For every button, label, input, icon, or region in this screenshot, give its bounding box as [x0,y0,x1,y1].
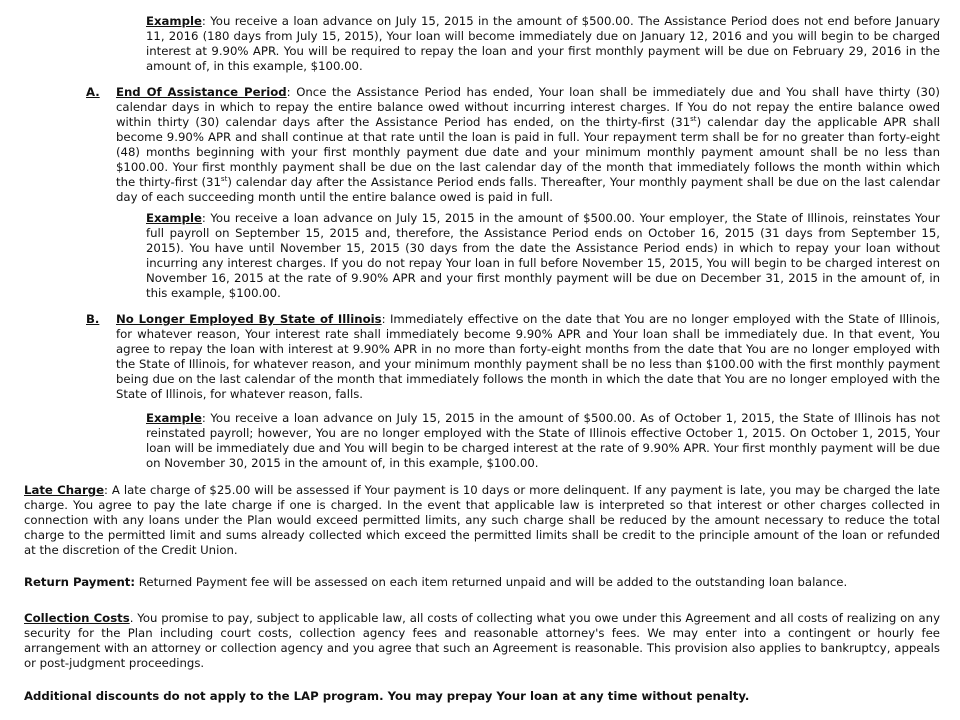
example-intro-paragraph [146,14,940,74]
example-b-text: You receive a loan advance on July 15, 2015 in the amount of $500.00. As of October 1, 2015, the State of Illinois has not reinstated payroll; however, You are no longer employed with the State of Illinois effective October 1, 2015. On October 1, 2015, Your loan will be immediately due and You will begin to be charged interest at the rate of 9.90% APR. Your first monthly payment will be due on November 30, 2015 in the amount of, in this example, $100.00. [146,411,940,470]
example-b-colon: : [201,411,206,425]
example-intro-text: You receive a loan advance on July 15, 2015 in the amount of $500.00. The Assistance Period does not end before January 11, 2016 (180 days from July 15, 2015), Your loan will become immediately due on January 12, 2016 and you will begin to be charged interest at 9.90% APR. You will be required to repay the loan and your first monthly payment will be due on February 29, 2016 in the amount of, in this example, $100.00. [146,14,941,73]
example-label: Example [146,14,202,28]
example-a-text: You receive a loan advance on July 15, 2015 in the amount of $500.00. Your employer, the State of Illinois, reinstates Your full payroll on September 15, 2015 and, therefore, the Assistance Period ends on October 16, 2015 (31 days from September 15, 2015). You have until November 15, 2015 (30 days from the date the Assistance Period ends) in which to repay your loan without incurring any interest charges. If you do not repay Your loan in full before November 15, 2015, You will begin to be charged interest on November 16, 2015 at the rate of 9.90% APR and your first monthly payment will be due on December 31, 2015 in the amount of, in this example, $100.00. [146,211,940,300]
collection-costs-heading: Collection Costs [24,611,130,625]
section-a-heading: End Of Assistance Period [116,85,287,99]
return-payment-heading: Return Payment: [24,575,136,589]
example-b-label: Example [146,411,202,425]
example-b-paragraph [146,411,940,471]
example-colon: : [201,14,206,28]
section-b-colon: : [381,312,386,326]
section-a-text-1: Once the Assistance Period has ended, Your loan shall be immediately due and You shall have thirty (30) calendar days in which to repay the entire balance owed without incurring interest charges. If You do not repay the entire balance owed within thirty (30) calendar days after the Assistance Period has ended, on the thirty-first (31 [116,85,940,129]
section-a-text-2: ) calendar day the applicable APR shall become 9.90% APR and shall continue at that rate until the loan is paid in full. Your repayment term shall be for no greater than forty-eight (48) months beginning with your first monthly payment due date and your minimum monthly payment amount shall be no less than $100.00. Your first monthly payment shall be due on the last calendar day of the month that immediately follows the month within which the thirty-first (31 [116,115,941,189]
late-charge-colon: : [104,483,108,497]
section-a-text-3: ) calendar day after the Assistance Period ends falls. Thereafter, Your monthly payment shall be due on the last calendar day of each succeeding month until the entire balance owed is paid in full. [116,175,940,204]
section-b-paragraph [116,312,940,402]
example-a-label: Example [146,211,202,225]
example-a-colon: : [201,211,206,225]
section-b-heading: No Longer Employed By State of Illinois [116,312,382,326]
late-charge-heading: Late Charge [24,483,104,497]
return-payment-paragraph [24,575,940,590]
section-b-text: Immediately effective on the date that You are no longer employed with the State of Illinois, for whatever reason, Your interest rate shall immediately become 9.90% APR and Your loan shall be immediately due. In that event, You agree to repay the loan with interest at 9.90% APR in no more than forty-eight months from the date that You are no longer employed with the State of Illinois, for whatever reason, and your minimum monthly payment shall be no less than $100.00 with the first monthly payment being due on the last calendar of the month that immediately follows the month in which the date that You are no longer employed with the State of Illinois, for whatever reason, falls. [116,312,940,401]
section-a-colon: : [286,85,291,99]
section-a-superscript-2: st [220,175,228,184]
return-payment-text: Returned Payment fee will be assessed on each item returned unpaid and will be added to the outstanding loan balance. [138,575,848,589]
section-a-paragraph [116,85,940,205]
section-a-superscript-1: st [690,115,697,124]
prepayment-footer-note: Additional discounts do not apply to the LAP program. You may prepay Your loan at any time without penalty. [24,689,750,703]
collection-costs-text: You promise to pay, subject to applicable law, all costs of collecting what you owe under this Agreement and all costs of realizing on any security for the Plan including court costs, collection agency fees and reasonable attorney's fees. We may enter into a contingent or hourly fee arrangement with an attorney or collection agency and you agree that such an Agreement is reasonable. This provision also applies to bankruptcy, appeals or post-judgment proceedings. [24,611,941,670]
collection-costs-paragraph [24,611,940,671]
section-b-marker: B. [86,312,100,326]
example-a-paragraph [146,211,940,301]
collection-costs-period: . [129,611,134,625]
late-charge-text: A late charge of $25.00 will be assessed if Your payment is 10 days or more delinquent. If any payment is late, you may be charged the late charge. You agree to pay the late charge if one is charged. In the event that applicable law is interpreted so that interest or other charges collected in connection with any loans under the Plan would exceed permitted limits, any such charge shall be reduced by the amount necessary to reduce the total charge to the permitted limit and sums already collected which exceed the permitted limits shall be credit to the principle amount of the loan or refunded at the discretion of the Credit Union. [24,483,940,557]
section-a-marker: A. [86,85,100,99]
late-charge-paragraph [24,483,940,558]
